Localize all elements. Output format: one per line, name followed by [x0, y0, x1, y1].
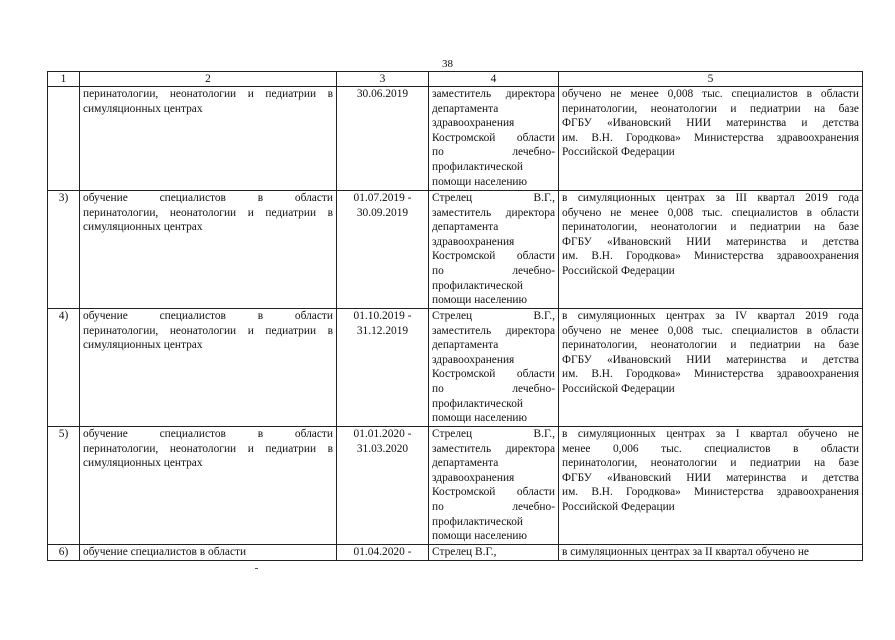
text-line: помощи населению	[432, 294, 528, 307]
row-number-cell: 5)	[48, 427, 80, 545]
period-cell	[337, 545, 429, 561]
text-line: обучение специалистов в области	[83, 192, 333, 204]
text-line: перинатологии, неонатологии и педиатрии в	[83, 206, 333, 219]
text-line: помощи населению	[432, 412, 528, 425]
text-line: помощи населению	[432, 530, 528, 543]
text-line: по лечебно-	[432, 500, 555, 513]
text-line: 01.04.2020 -	[353, 546, 412, 558]
row-number-cell: 6)	[48, 545, 80, 561]
text-line: обучено не менее 0,008 тыс. специалистов в области	[562, 206, 859, 219]
task-cell	[80, 87, 337, 191]
text-line: по лечебно-	[432, 264, 555, 277]
column-header: 1	[48, 72, 80, 87]
text-line: Российской Федерации	[562, 264, 675, 277]
text-line: Стрелец В.Г.,	[432, 310, 555, 322]
result-cell	[559, 545, 863, 561]
text-line: обучение специалистов в области	[83, 428, 333, 440]
text-line: Костромской области	[432, 250, 555, 263]
row-number-cell	[48, 87, 80, 191]
responsible-cell	[429, 545, 559, 561]
text-line: обучено не менее 0,008 тыс. специалистов в области	[562, 324, 859, 337]
text-line: перинатологии, неонатологии и педиатрии на базе	[562, 339, 859, 352]
text-line: заместитель директора	[432, 88, 555, 100]
text-line: перинатологии, неонатологии и педиатрии на базе	[562, 457, 859, 470]
text-line: в симуляционных центрах за III квартал 2019 года	[562, 192, 859, 204]
text-line: им. В.Н. Городкова» Министерства здравоохранения	[562, 250, 859, 263]
text-line: профилактической	[432, 279, 524, 292]
text-line: им. В.Н. Городкова» Министерства здравоохранения	[562, 131, 859, 144]
text-line: департамента	[432, 339, 499, 352]
responsible-cell	[429, 427, 559, 545]
text-line: департамента	[432, 102, 499, 115]
text-line: здравоохранения	[432, 353, 515, 366]
text-line: 30.09.2019	[356, 206, 409, 219]
text-line: перинатологии, неонатологии и педиатрии на базе	[562, 102, 859, 115]
text-line: в симуляционных центрах за II квартал обучено не	[562, 546, 809, 558]
text-line: профилактической	[432, 397, 524, 410]
row-number-cell: 4)	[48, 309, 80, 427]
text-line: обучение специалистов в области	[83, 310, 333, 322]
text-line: здравоохранения	[432, 117, 515, 130]
text-line: по лечебно-	[432, 146, 555, 159]
column-header: 4	[429, 72, 559, 87]
column-header: 2	[80, 72, 337, 87]
result-cell	[559, 191, 863, 309]
text-line: Костромской области	[432, 486, 555, 499]
scan-dot	[255, 568, 258, 569]
task-cell	[80, 191, 337, 309]
text-line: Костромской области	[432, 368, 555, 381]
text-line: здравоохранения	[432, 235, 515, 248]
text-line: ФГБУ «Ивановский НИИ материнства и детства	[562, 471, 859, 484]
text-line: Стрелец В.Г.,	[432, 428, 555, 440]
text-line: обучение специалистов в области	[83, 546, 247, 558]
table-row	[48, 309, 863, 427]
text-line: перинатологии, неонатологии и педиатрии в	[83, 324, 333, 337]
text-line: Костромской области	[432, 131, 555, 144]
period-cell	[337, 87, 429, 191]
text-line: ФГБУ «Ивановский НИИ материнства и детства	[562, 235, 859, 248]
text-line: 30.06.2019	[356, 88, 409, 100]
text-line: заместитель директора	[432, 442, 555, 455]
text-line: ФГБУ «Ивановский НИИ материнства и детства	[562, 117, 859, 130]
text-line: 31.03.2020	[356, 442, 409, 455]
text-line: 01.10.2019 -	[353, 310, 412, 322]
responsible-cell	[429, 87, 559, 191]
text-line: им. В.Н. Городкова» Министерства здравоохранения	[562, 368, 859, 381]
text-line: симуляционных центрах	[83, 457, 203, 470]
text-line: Стрелец В.Г.,	[432, 546, 497, 558]
result-cell	[559, 309, 863, 427]
text-line: перинатологии, неонатологии и педиатрии в	[83, 88, 333, 100]
table-row	[48, 87, 863, 191]
text-line: перинатологии, неонатологии и педиатрии на базе	[562, 221, 859, 234]
text-line: Стрелец В.Г.,	[432, 192, 555, 204]
text-line: обучено не менее 0,008 тыс. специалистов в области	[562, 88, 859, 100]
text-line: департамента	[432, 221, 499, 234]
text-line: менее 0,006 тыс. специалистов в области	[562, 442, 859, 455]
text-line: профилактической	[432, 160, 524, 173]
text-line: Российской Федерации	[562, 146, 675, 159]
text-line: 01.01.2020 -	[353, 428, 412, 440]
plan-table	[47, 71, 863, 561]
text-line: симуляционных центрах	[83, 102, 203, 115]
text-line: 01.07.2019 -	[353, 192, 412, 204]
text-line: департамента	[432, 457, 499, 470]
column-header: 3	[337, 72, 429, 87]
result-cell	[559, 87, 863, 191]
task-cell	[80, 427, 337, 545]
text-line: симуляционных центрах	[83, 221, 203, 234]
table-row	[48, 545, 863, 561]
text-line: им. В.Н. Городкова» Министерства здравоохранения	[562, 486, 859, 499]
responsible-cell	[429, 191, 559, 309]
text-line: симуляционных центрах	[83, 339, 203, 352]
text-line: заместитель директора	[432, 324, 555, 337]
text-line: здравоохранения	[432, 471, 515, 484]
responsible-cell	[429, 309, 559, 427]
table-row	[48, 191, 863, 309]
row-number-cell: 3)	[48, 191, 80, 309]
text-line: перинатологии, неонатологии и педиатрии в	[83, 442, 333, 455]
text-line: помощи населению	[432, 175, 528, 188]
text-line: Российской Федерации	[562, 500, 675, 513]
period-cell	[337, 309, 429, 427]
period-cell	[337, 427, 429, 545]
text-line: в симуляционных центрах за I квартал обучено не	[562, 428, 859, 440]
text-line: Российской Федерации	[562, 382, 675, 395]
text-line: ФГБУ «Ивановский НИИ материнства и детства	[562, 353, 859, 366]
text-line: заместитель директора	[432, 206, 555, 219]
period-cell	[337, 191, 429, 309]
result-cell	[559, 427, 863, 545]
text-line: по лечебно-	[432, 382, 555, 395]
header-row	[48, 72, 863, 87]
page-number: 38	[442, 58, 453, 70]
table-row	[48, 427, 863, 545]
text-line: в симуляционных центрах за IV квартал 2019 года	[562, 310, 859, 322]
text-line: 31.12.2019	[356, 324, 409, 337]
text-line: профилактической	[432, 515, 524, 528]
task-cell	[80, 545, 337, 561]
task-cell	[80, 309, 337, 427]
column-header: 5	[559, 72, 863, 87]
